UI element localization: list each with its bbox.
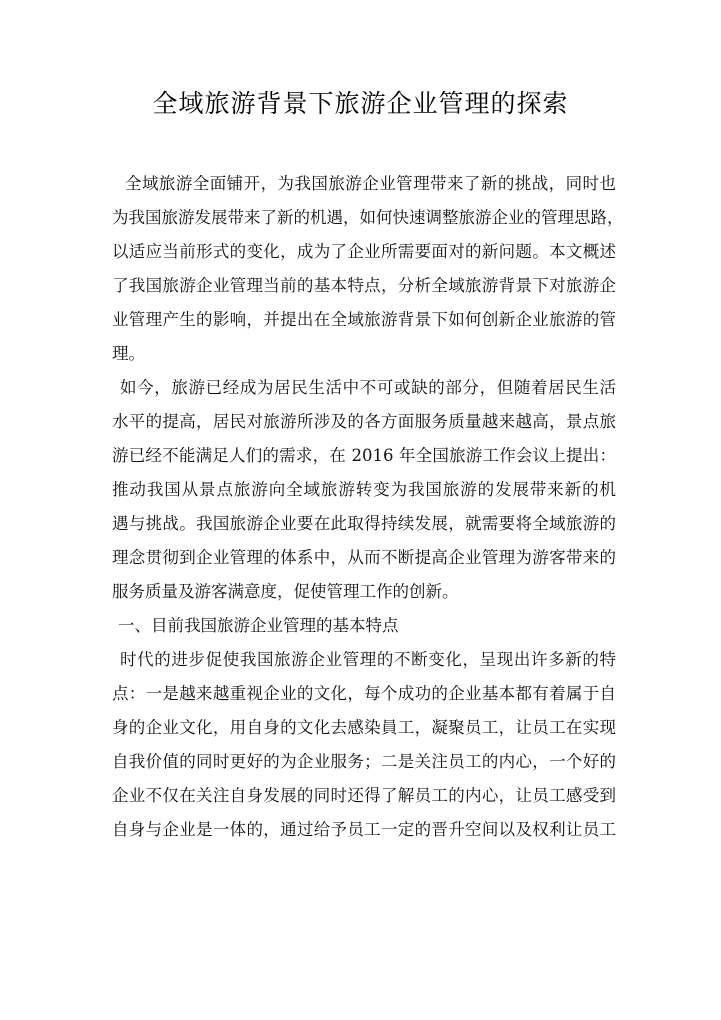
section-heading bbox=[112, 609, 616, 643]
text-line: 服务质量及游客满意度，促使管理工作的创新。 bbox=[112, 582, 459, 601]
body-paragraph bbox=[112, 643, 616, 847]
document-title: 全域旅游背景下旅游企业管理的探索 bbox=[152, 89, 569, 118]
text-line: 全域旅游全面铺开，为我国旅游企业管理带来了新的挑战，同时也 bbox=[125, 174, 616, 193]
abstract-paragraph bbox=[112, 167, 624, 371]
text-line: 推动我国从景点旅游向全域旅游转变为我国旅游的发展带来新的机 bbox=[112, 480, 616, 499]
document-body bbox=[112, 167, 624, 847]
text-line: 点：一是越来越重视企业的文化，每个成功的企业基本都有着属于自 bbox=[112, 684, 616, 703]
text-line: 水平的提高，居民对旅游所涉及的各方面服务质量越来越高，景点旅 bbox=[112, 412, 616, 431]
body-paragraph bbox=[112, 371, 616, 609]
text-line: 游已经不能满足人们的需求，在 2016 年全国旅游工作会议上提出： bbox=[112, 446, 616, 465]
text-line: 理念贯彻到企业管理的体系中，从而不断提高企业管理为游客带来的 bbox=[112, 548, 616, 567]
text-line: 遇与挑战。我国旅游企业要在此取得持续发展，就需要将全域旅游的 bbox=[112, 514, 616, 533]
text-line: 时代的进步促使我国旅游企业管理的不断变化，呈现出许多新的特 bbox=[120, 650, 616, 669]
text-line: 了我国旅游企业管理当前的基本特点，分析全域旅游背景下对旅游企 bbox=[112, 276, 616, 295]
text-line: 自身与企业是一体的，通过给予员工一定的晋升空间以及权利让员工 bbox=[112, 820, 616, 839]
text-line: 为我国旅游发展带来了新的机遇，如何快速调整旅游企业的管理思路， bbox=[112, 208, 624, 227]
text-line: 以适应当前形式的变化，成为了企业所需要面对的新问题。本文概述 bbox=[112, 242, 616, 261]
text-line: 企业不仅在关注自身发展的同时还得了解员工的内心，让员工感受到 bbox=[112, 786, 616, 805]
section-heading-text: 一、目前我国旅游企业管理的基本特点 bbox=[118, 616, 399, 635]
text-line: 如今，旅游已经成为居民生活中不可或缺的部分，但随着居民生活 bbox=[120, 378, 616, 397]
text-line: 自我价值的同时更好的为企业服务；二是关注员工的内心，一个好的 bbox=[112, 752, 616, 771]
text-line: 理。 bbox=[112, 344, 145, 363]
text-line: 业管理产生的影响，并提出在全域旅游背景下如何创新企业旅游的管 bbox=[112, 310, 616, 329]
text-line: 身的企业文化，用自身的文化去感染員工，凝聚员工，让员工在实现 bbox=[112, 718, 616, 737]
